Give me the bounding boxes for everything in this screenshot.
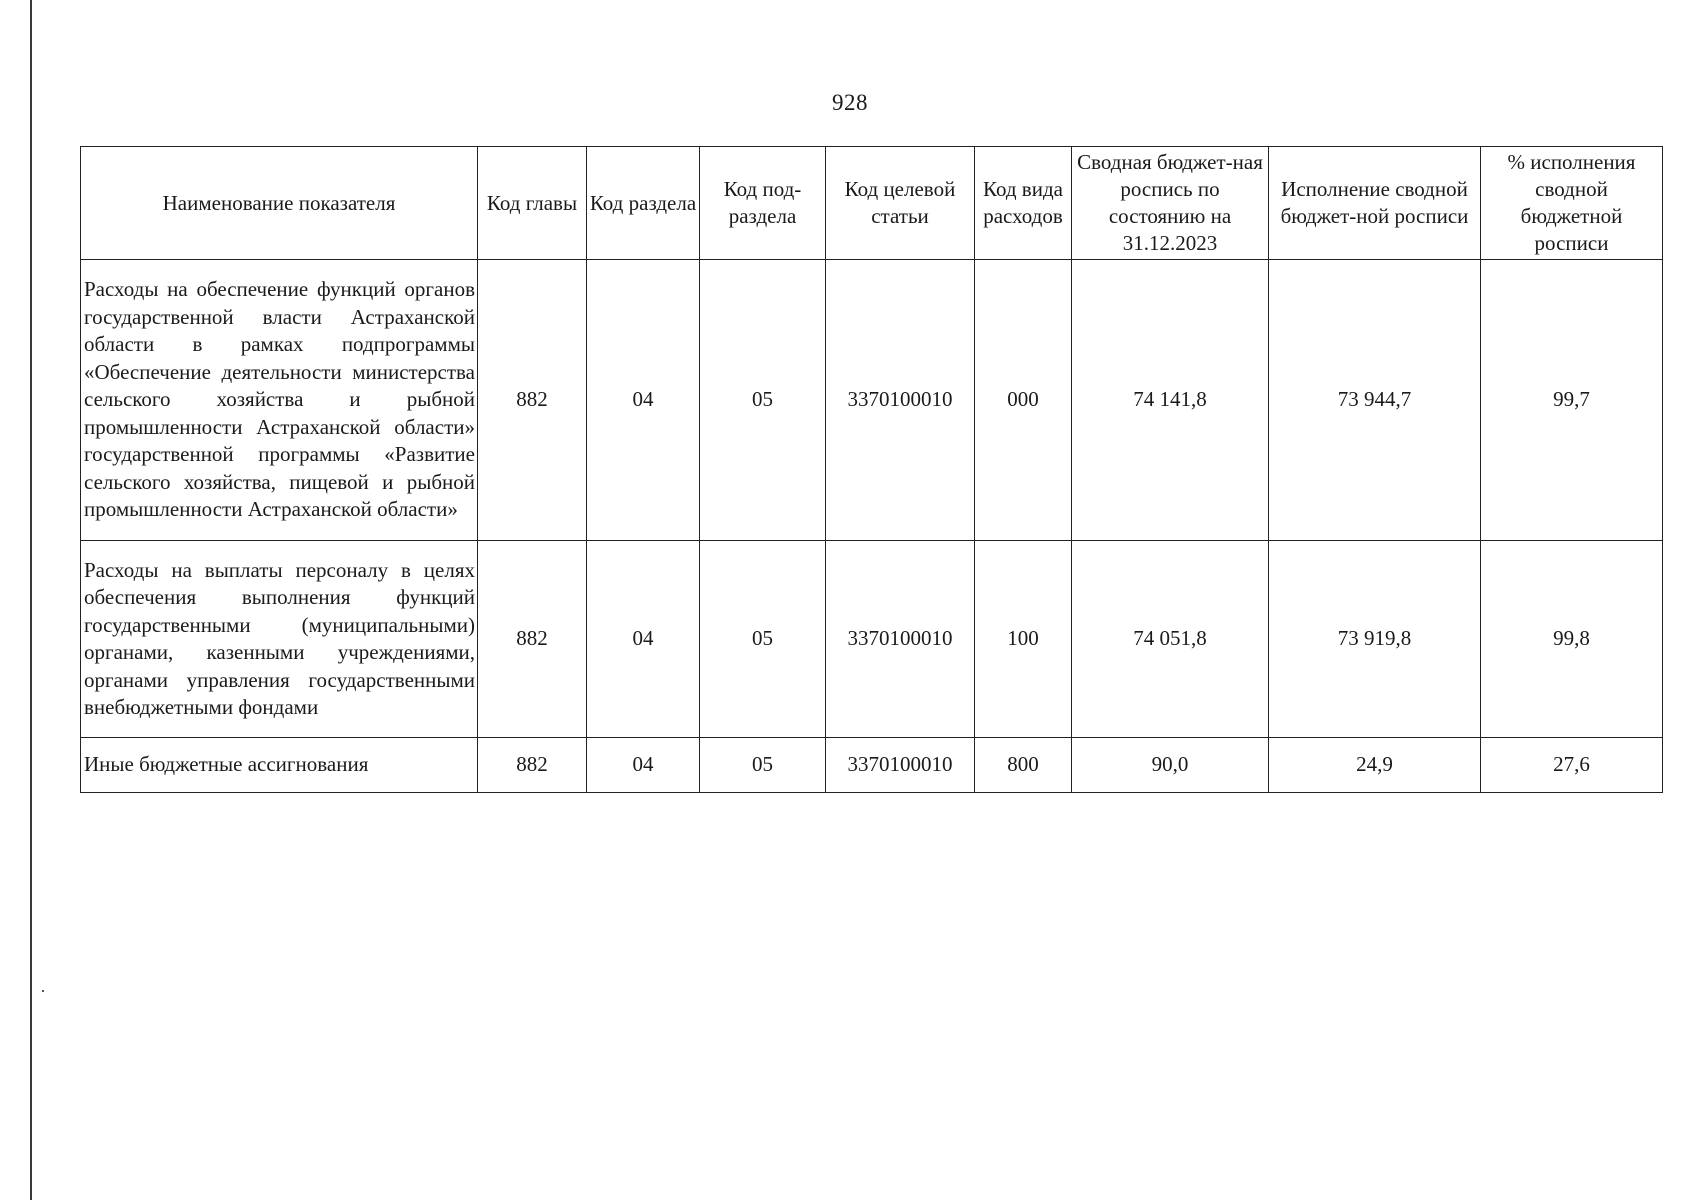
executed-amount-cell: 73 919,8	[1269, 541, 1481, 738]
chapter-code-cell: 882	[478, 541, 587, 738]
expense-type-cell: 100	[975, 541, 1072, 738]
executed-amount-cell: 73 944,7	[1269, 260, 1481, 541]
target-code-cell: 3370100010	[826, 541, 975, 738]
table-header-row	[81, 147, 1663, 260]
section-code-cell: 04	[587, 541, 700, 738]
chapter-code-cell: 882	[478, 738, 587, 793]
scan-edge-line	[30, 0, 32, 1200]
target-code-cell: 3370100010	[826, 260, 975, 541]
header-target-code: Код целевой статьи	[826, 147, 975, 260]
header-chapter-code: Код главы	[478, 147, 587, 260]
indicator-name-cell: Иные бюджетные ассигнования	[81, 738, 478, 793]
execution-percent-cell: 27,6	[1481, 738, 1663, 793]
table-row	[81, 738, 1663, 793]
header-executed-budget: Исполнение сводной бюджет-ной росписи	[1269, 147, 1481, 260]
target-code-cell: 3370100010	[826, 738, 975, 793]
planned-amount-cell: 74 051,8	[1072, 541, 1269, 738]
budget-execution-table	[80, 146, 1663, 793]
indicator-name-cell: Расходы на выплаты персоналу в целях обеспечения выполнения функций государственными (муниципальными) органами, казенными учреждениями, органами управления государственными внебюджетными фондами	[81, 541, 478, 738]
header-section-code: Код раздела	[587, 147, 700, 260]
chapter-code-cell: 882	[478, 260, 587, 541]
section-code-cell: 04	[587, 260, 700, 541]
scan-speck	[42, 990, 44, 992]
section-code-cell: 04	[587, 738, 700, 793]
planned-amount-cell: 90,0	[1072, 738, 1269, 793]
indicator-name-cell: Расходы на обеспечение функций органов государственной власти Астраханской области в рамках подпрограммы «Обеспечение деятельности министерства сельского хозяйства и рыбной промышленности Астраханской области» государственной программы «Развитие сельского хозяйства, пищевой и рыбной промышленности Астраханской области»	[81, 260, 478, 541]
header-subsection-code: Код под-раздела	[700, 147, 826, 260]
header-execution-percent: % исполнения сводной бюджетной росписи	[1481, 147, 1663, 260]
subsection-code-cell: 05	[700, 260, 826, 541]
planned-amount-cell: 74 141,8	[1072, 260, 1269, 541]
execution-percent-cell: 99,7	[1481, 260, 1663, 541]
executed-amount-cell: 24,9	[1269, 738, 1481, 793]
subsection-code-cell: 05	[700, 541, 826, 738]
page-number: 928	[832, 90, 868, 115]
header-expense-type-code: Код вида расходов	[975, 147, 1072, 260]
subsection-code-cell: 05	[700, 738, 826, 793]
table-row	[81, 260, 1663, 541]
execution-percent-cell: 99,8	[1481, 541, 1663, 738]
expense-type-cell: 000	[975, 260, 1072, 541]
header-indicator-name: Наименование показателя	[81, 147, 478, 260]
table-row	[81, 541, 1663, 738]
header-planned-budget: Сводная бюджет-ная роспись по состоянию на 31.12.2023	[1072, 147, 1269, 260]
expense-type-cell: 800	[975, 738, 1072, 793]
